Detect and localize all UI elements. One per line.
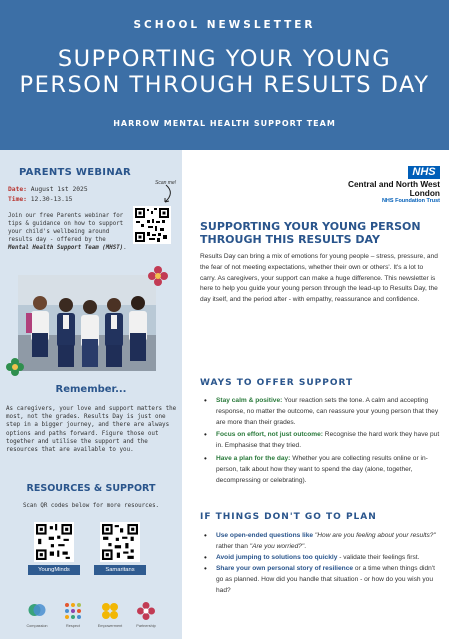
newsletter-label: SCHOOL NEWSLETTER: [133, 19, 316, 31]
value-label: Respect: [66, 624, 80, 628]
value-label: Compassion: [26, 624, 48, 628]
youngminds-label: YoungMinds: [28, 565, 80, 575]
samaritans-qr-code[interactable]: [100, 522, 140, 562]
value-label: Partnership: [136, 624, 156, 628]
webinar-date: Date: August 1st 2025: [8, 186, 88, 193]
intro-paragraph: Results Day can bring a mix of emotions for young people – stress, pressure, and the fear of not meeting expectations, whether their own or others'. It's a lot to carry. As caregivers, your support can make a huge difference. This newsletter is here to help you guide your young person through the lead-up to Results Day, the day itself, and the period after - with empathy, reassurance and confidence.: [200, 253, 438, 304]
resources-title: RESOURCES & SUPPORT: [26, 483, 156, 494]
curved-arrow-icon: [162, 184, 174, 204]
qr-code-icon: [102, 524, 138, 560]
webinar-description: Join our free Parents webinar for tips & guidance on how to support your child's wellbeing around results day - offered by the Mental Health Support Team (MHST).: [8, 213, 127, 251]
youngminds-qr-code[interactable]: [34, 522, 74, 562]
resources-subtitle: Scan QR codes below for more resources.: [22, 503, 160, 509]
scan-me-label: Scan me!: [155, 180, 177, 186]
flower-icon: [148, 266, 168, 286]
students-photo: [18, 275, 156, 371]
plan-list: [200, 531, 440, 597]
header-banner: [0, 0, 449, 150]
qr-code-icon: [36, 524, 72, 560]
sidebar: [0, 150, 182, 639]
page-title: SUPPORTING YOUR YOUNG PERSON THROUGH RESULTS DAY: [19, 46, 430, 98]
partnership-icon: [137, 602, 155, 620]
trust-name: Central and North West London: [347, 179, 440, 198]
trust-subtitle: NHS Foundation Trust: [381, 198, 440, 204]
plan-section-title: IF THINGS DON'T GO TO PLAN: [200, 512, 377, 522]
qr-code-icon: [135, 208, 169, 242]
webinar-title: PARENTS WEBINAR: [18, 167, 132, 178]
ways-list: [200, 396, 440, 488]
webinar-time: Time: 12.30-13.15: [8, 196, 73, 203]
list-item: • Stay calm & positive: Your reaction sets the tone. A calm and accepting response, no matter the outcome, can reassure your young person that they are more than their grades.: [200, 396, 440, 428]
remember-title: Remember...: [55, 384, 127, 395]
compassion-icon: [28, 602, 46, 620]
nhs-logo: NHS: [408, 166, 440, 179]
respect-icon: [64, 602, 82, 620]
list-item: • Have a plan for the day: Whether you are collecting results online or in-person, talk about how they want to spend the day (alone, together, decompressing or celebrating).: [200, 454, 440, 486]
article-title: SUPPORTING YOUR YOUNG PERSON THROUGH THIS RESULTS DAY: [200, 220, 421, 246]
samaritans-label: Samaritans: [94, 565, 146, 575]
list-item: • Avoid jumping to solutions too quickly - validate their feelings first.: [200, 553, 440, 564]
webinar-qr-code[interactable]: [133, 206, 171, 244]
flower-icon: [6, 358, 24, 376]
ways-section-title: WAYS TO OFFER SUPPORT: [200, 378, 354, 388]
empowerment-icon: [101, 602, 119, 620]
list-item: • Focus on effort, not just outcome: Recognise the hard work they have put in. Emphasise that they tried.: [200, 430, 440, 452]
team-subtitle: HARROW MENTAL HEALTH SUPPORT TEAM: [113, 119, 336, 128]
remember-text: As caregivers, your love and support matters the most, not the grades. Results Day is just one step in a bigger journey, and there are always options and paths forward. Figure those out together and utilise the support and the resources that are available to you.: [6, 406, 177, 454]
list-item: • Use open-ended questions like "How are you feeling about your results?" rather than "Are you worried?".: [200, 531, 440, 553]
list-item: • Share your own personal story of resilience or a time when things didn't go as planned. How did you handle that situation - or how do you wish you had?: [200, 564, 440, 596]
value-label: Empowerment: [97, 624, 123, 628]
